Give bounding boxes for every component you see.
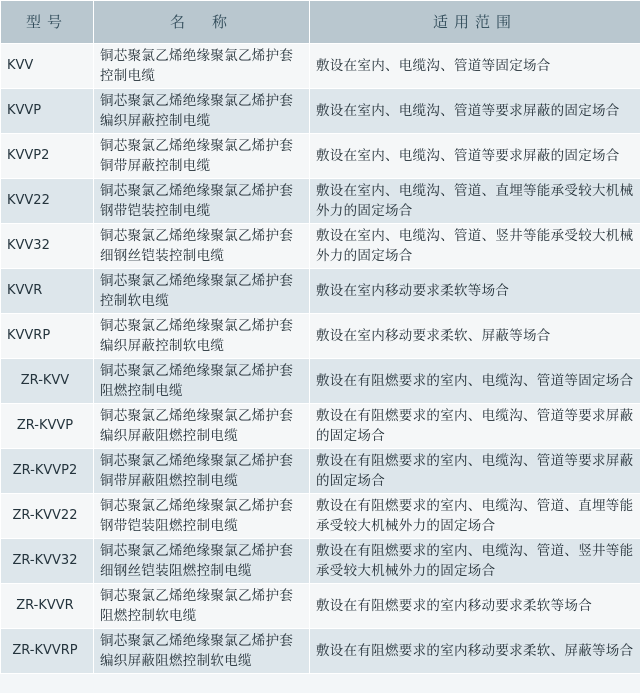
cell-scope: 敷设在有阻燃要求的室内、电缆沟、管道、直埋等能承受较大机械外力的固定场合 — [310, 494, 640, 539]
cell-name: 铜芯聚氯乙烯绝缘聚氯乙烯护套编织屏蔽阻燃控制软电缆 — [94, 629, 310, 674]
table-header-row — [1, 1, 640, 44]
cell-model: KVVRP — [1, 314, 94, 359]
table-row — [1, 584, 640, 629]
cell-scope: 敷设在有阻燃要求的室内移动要求柔软等场合 — [310, 584, 640, 629]
table-row — [1, 359, 640, 404]
cell-model: KVV22 — [1, 179, 94, 224]
cell-model: ZR-KVV22 — [1, 494, 94, 539]
table-row — [1, 539, 640, 584]
table-row — [1, 179, 640, 224]
table-row — [1, 44, 640, 89]
cell-scope: 敷设在室内、电缆沟、管道等固定场合 — [310, 44, 640, 89]
cell-model: ZR-KVV32 — [1, 539, 94, 584]
table-row — [1, 134, 640, 179]
table-row — [1, 494, 640, 539]
cell-scope: 敷设在室内、电缆沟、管道、直埋等能承受较大机械外力的固定场合 — [310, 179, 640, 224]
cell-name: 铜芯聚氯乙烯绝缘聚氯乙烯护套钢带铠装阻燃控制电缆 — [94, 494, 310, 539]
cell-scope: 敷设在有阻燃要求的室内、电缆沟、管道等要求屏蔽的固定场合 — [310, 404, 640, 449]
header-model: 型号 — [1, 1, 94, 44]
table-row — [1, 314, 640, 359]
table-row — [1, 224, 640, 269]
cell-model: KVV32 — [1, 224, 94, 269]
cell-model: ZR-KVVRP — [1, 629, 94, 674]
cell-scope: 敷设在室内、电缆沟、管道、竖井等能承受较大机械外力的固定场合 — [310, 224, 640, 269]
table-row — [1, 89, 640, 134]
cell-name: 铜芯聚氯乙烯绝缘聚氯乙烯护套钢带铠装控制电缆 — [94, 179, 310, 224]
cell-name: 铜芯聚氯乙烯绝缘聚氯乙烯护套铜带屏蔽阻燃控制电缆 — [94, 449, 310, 494]
cell-name: 铜芯聚氯乙烯绝缘聚氯乙烯护套控制电缆 — [94, 44, 310, 89]
cell-name: 铜芯聚氯乙烯绝缘聚氯乙烯护套细钢丝铠装阻燃控制电缆 — [94, 539, 310, 584]
header-name: 名 称 — [94, 1, 310, 44]
cell-model: ZR-KVVP2 — [1, 449, 94, 494]
cell-model: KVVR — [1, 269, 94, 314]
cell-model: KVVP — [1, 89, 94, 134]
table-row — [1, 404, 640, 449]
cell-model: ZR-KVVR — [1, 584, 94, 629]
cell-scope: 敷设在室内、电缆沟、管道等要求屏蔽的固定场合 — [310, 89, 640, 134]
cell-name: 铜芯聚氯乙烯绝缘聚氯乙烯护套细钢丝铠装控制电缆 — [94, 224, 310, 269]
table-row — [1, 269, 640, 314]
header-scope: 适用范围 — [310, 1, 640, 44]
cell-model: KVVP2 — [1, 134, 94, 179]
cell-name: 铜芯聚氯乙烯绝缘聚氯乙烯护套控制软电缆 — [94, 269, 310, 314]
table-row — [1, 449, 640, 494]
cell-model: KVV — [1, 44, 94, 89]
cell-model: ZR-KVV — [1, 359, 94, 404]
cell-scope: 敷设在有阻燃要求的室内移动要求柔软、屏蔽等场合 — [310, 629, 640, 674]
cell-name: 铜芯聚氯乙烯绝缘聚氯乙烯护套编织屏蔽控制电缆 — [94, 89, 310, 134]
cell-name: 铜芯聚氯乙烯绝缘聚氯乙烯护套阻燃控制软电缆 — [94, 584, 310, 629]
cell-name: 铜芯聚氯乙烯绝缘聚氯乙烯护套阻燃控制电缆 — [94, 359, 310, 404]
cell-model: ZR-KVVP — [1, 404, 94, 449]
cell-name: 铜芯聚氯乙烯绝缘聚氯乙烯护套编织屏蔽阻燃控制电缆 — [94, 404, 310, 449]
cell-scope: 敷设在室内移动要求柔软等场合 — [310, 269, 640, 314]
cell-name: 铜芯聚氯乙烯绝缘聚氯乙烯护套编织屏蔽控制软电缆 — [94, 314, 310, 359]
cell-name: 铜芯聚氯乙烯绝缘聚氯乙烯护套铜带屏蔽控制电缆 — [94, 134, 310, 179]
cell-scope: 敷设在有阻燃要求的室内、电缆沟、管道等要求屏蔽的固定场合 — [310, 449, 640, 494]
cell-scope: 敷设在室内移动要求柔软、屏蔽等场合 — [310, 314, 640, 359]
table-row — [1, 629, 640, 674]
cell-scope: 敷设在室内、电缆沟、管道等要求屏蔽的固定场合 — [310, 134, 640, 179]
cell-scope: 敷设在有阻燃要求的室内、电缆沟、管道等固定场合 — [310, 359, 640, 404]
cell-scope: 敷设在有阻燃要求的室内、电缆沟、管道、竖井等能承受较大机械外力的固定场合 — [310, 539, 640, 584]
